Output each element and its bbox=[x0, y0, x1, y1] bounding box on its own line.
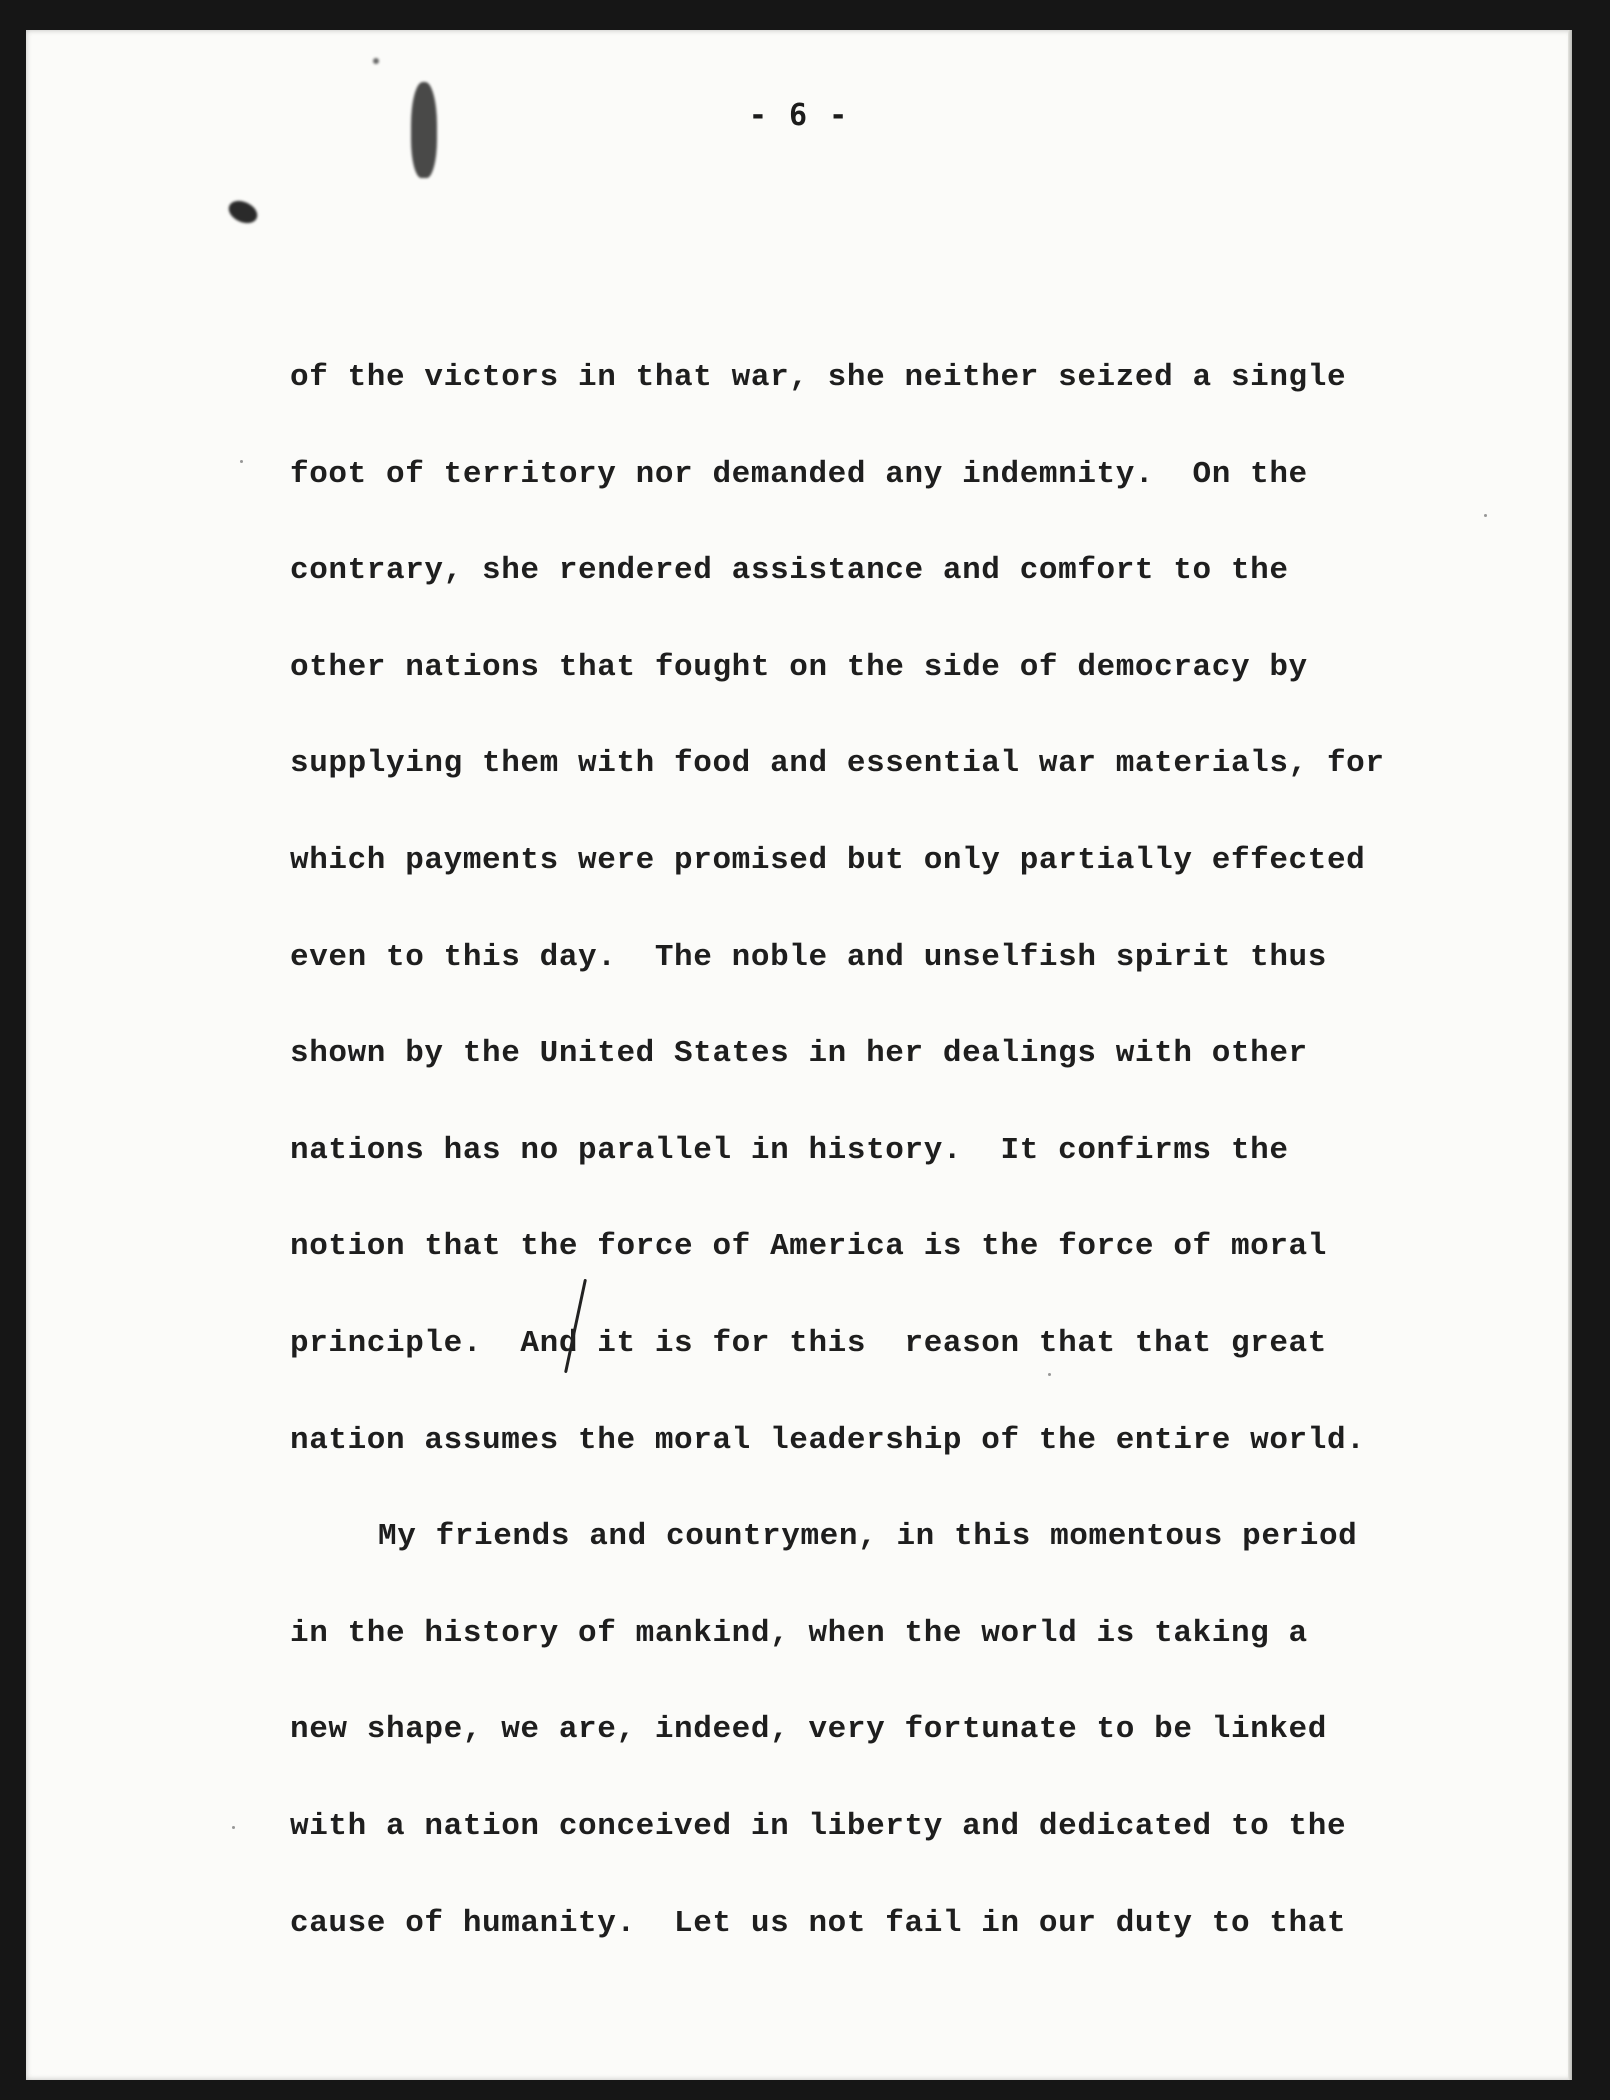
text-line: notion that the force of America is the force of moral bbox=[290, 1229, 1327, 1265]
text-line: in the history of mankind, when the world is taking a bbox=[290, 1615, 1308, 1651]
text-line: even to this day. The noble and unselfish spirit thus bbox=[290, 939, 1327, 975]
paper-speck bbox=[232, 1826, 235, 1829]
text-line: foot of territory nor demanded any indemnity. On the bbox=[290, 456, 1308, 492]
text-line: nations has no parallel in history. It confirms the bbox=[290, 1132, 1289, 1168]
text-line: nation assumes the moral leadership of the entire world. bbox=[290, 1422, 1366, 1458]
text-line: supplying them with food and essential war materials, for bbox=[290, 746, 1385, 782]
text-line: shown by the United States in her dealings with other bbox=[290, 1036, 1308, 1072]
text-line: other nations that fought on the side of democracy by bbox=[290, 649, 1308, 685]
text-line: with a nation conceived in liberty and dedicated to the bbox=[290, 1808, 1347, 1844]
text-line: principle. And it is for this reason that that great bbox=[290, 1325, 1327, 1361]
text-line-paragraph-start: My friends and countrymen, in this momentous period bbox=[378, 1519, 1358, 1555]
ink-blot bbox=[225, 197, 261, 228]
text-line: of the victors in that war, she neither seized a single bbox=[290, 360, 1347, 395]
document-page bbox=[26, 30, 1572, 2080]
text-line: which payments were promised but only partially effected bbox=[290, 842, 1366, 878]
page-number: - 6 - bbox=[748, 98, 850, 133]
typed-body-text bbox=[290, 330, 1470, 1972]
text-line: contrary, she rendered assistance and comfort to the bbox=[290, 553, 1289, 589]
paper-speck bbox=[1484, 514, 1487, 517]
text-line: cause of humanity. Let us not fail in our duty to that bbox=[290, 1905, 1347, 1941]
paper-speck bbox=[240, 460, 243, 463]
text-line: new shape, we are, indeed, very fortunate to be linked bbox=[290, 1712, 1327, 1748]
ink-blot bbox=[373, 58, 379, 64]
